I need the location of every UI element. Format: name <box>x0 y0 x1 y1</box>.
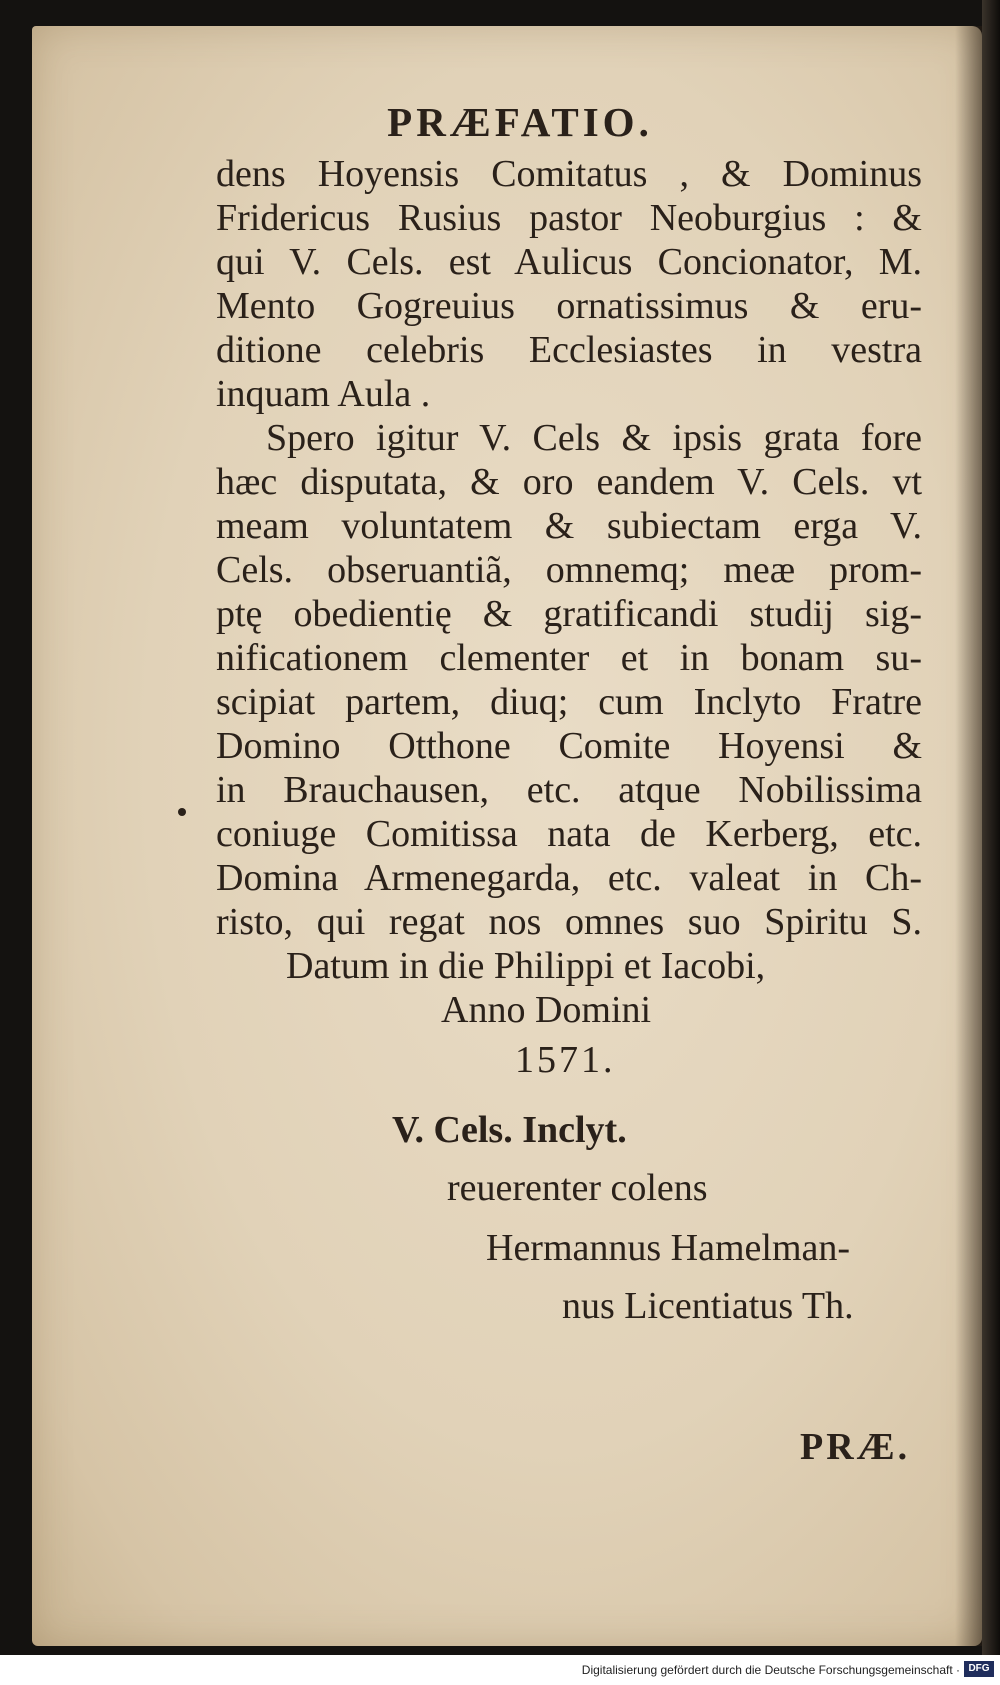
text-line: coniuge Comitissa nata de Kerberg, etc. <box>216 813 922 855</box>
date-line: Anno Domini <box>441 989 652 1031</box>
book-edge <box>982 0 1000 1655</box>
text-line: dens Hoyensis Comitatus , & Dominus <box>216 153 922 195</box>
text-line: Datum in die Philippi et Iacobi, <box>286 945 766 987</box>
footer <box>0 1655 1000 1685</box>
text-line: qui V. Cels. est Aulicus Concionator, M. <box>216 241 922 283</box>
signature-line: reuerenter colens <box>447 1167 708 1209</box>
margin-mark <box>178 808 186 816</box>
text-line: Cels. obseruantiã, omnemq; meæ prom- <box>216 549 922 591</box>
page-edge-shadow <box>955 26 982 1646</box>
text-line: meam voluntatem & subiectam erga V. <box>216 505 922 547</box>
running-head: PRÆFATIO. <box>387 99 653 145</box>
signature-line: nus Licentiatus Th. <box>562 1285 854 1327</box>
text-line: inquam Aula . <box>216 373 431 415</box>
text-line: Fridericus Rusius pastor Neoburgius : & <box>216 197 922 239</box>
signature-line: Hermannus Hamelman- <box>486 1227 851 1269</box>
text-line: in Brauchausen, etc. atque Nobilissima <box>216 769 922 811</box>
text-line: scipiat partem, diuq; cum Inclyto Fratre <box>216 681 922 723</box>
text-line: risto, qui regat nos omnes suo Spiritu S. <box>216 901 922 943</box>
text-line: Domina Armenegarda, etc. valeat in Ch- <box>216 857 922 899</box>
text-line: ditione celebris Ecclesiastes in vestra <box>216 329 922 371</box>
text-line: Mento Gogreuius ornatissimus & eru- <box>216 285 922 327</box>
dfg-logo: DFG <box>964 1661 994 1677</box>
text-line: nificationem clementer et in bonam su- <box>216 637 922 679</box>
text-line: Spero igitur V. Cels & ipsis grata fore <box>266 417 922 459</box>
year-line: 1571. <box>515 1039 616 1081</box>
text-line: hæc disputata, & oro eandem V. Cels. vt <box>216 461 922 503</box>
footer-credit: Digitalisierung gefördert durch die Deutsche Forschungsgemeinschaft · <box>581 1663 960 1677</box>
text-line: Domino Otthone Comite Hoyensi & <box>216 725 922 767</box>
catchword: PRÆ. <box>800 1426 911 1468</box>
text-line: ptę obedientię & gratificandi studij sig- <box>216 593 922 635</box>
signature-line: V. Cels. Inclyt. <box>392 1109 627 1151</box>
